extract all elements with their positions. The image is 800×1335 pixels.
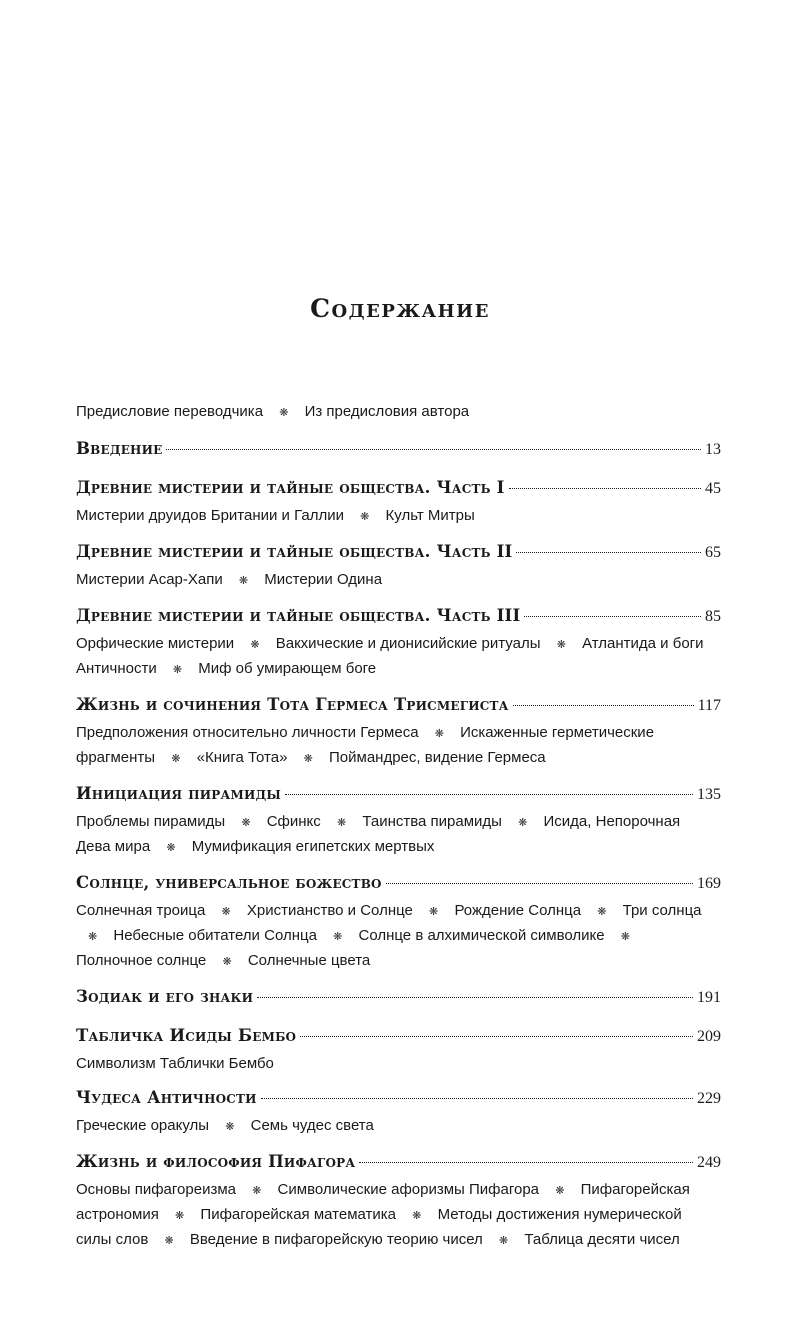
toc-subtopic: Орфические мистерии — [76, 635, 235, 652]
separator-icon: ❋ — [171, 753, 181, 765]
toc-subtopic: Три солнца — [622, 902, 702, 919]
dot-leader — [166, 449, 701, 450]
toc-subtopic: Основы пифагореизма — [76, 1181, 236, 1198]
dot-leader — [509, 488, 701, 489]
separator-icon: ❋ — [88, 931, 98, 943]
toc-subtopic: Атлантида и боги Античности — [76, 635, 704, 677]
toc-entry-heading — [76, 873, 721, 899]
chapter-title: Древние мистерии и тайные общества. Часть III — [76, 606, 521, 625]
toc-subtopic: Семь чудес света — [250, 1117, 374, 1134]
page-number: 229 — [697, 1090, 721, 1107]
toc-subtopics — [76, 568, 721, 593]
chapter-title: Введение — [76, 439, 163, 458]
dot-leader — [359, 1162, 693, 1163]
separator-icon: ❋ — [429, 906, 439, 918]
toc-subtopics — [76, 899, 721, 974]
toc-subtopic: Пифагорейская астрономия — [76, 1181, 690, 1223]
toc-entry-heading — [76, 606, 721, 632]
separator-icon: ❋ — [241, 817, 251, 829]
toc-subtopic: Искаженные герметические фрагменты — [76, 724, 655, 766]
toc-subtopics — [76, 810, 721, 860]
chapter-title: Зодиак и его знаки — [76, 987, 254, 1006]
toc-entry-heading — [76, 1026, 721, 1052]
toc-subtopic: Символические афоризмы Пифагора — [277, 1181, 540, 1198]
toc-entry-heading — [76, 542, 721, 568]
toc-entry — [76, 695, 721, 771]
chapter-title: Древние мистерии и тайные общества. Часть II — [76, 542, 513, 561]
toc-subtopic: Пифагорейская математика — [200, 1206, 396, 1223]
toc-entries — [76, 439, 721, 1253]
toc-entry — [76, 987, 721, 1013]
toc-subtopic: Рождение Солнца — [454, 902, 582, 919]
toc-subtopic: Таинства пирамиды — [362, 813, 502, 830]
toc-subtopic: Таблица десяти чисел — [524, 1231, 680, 1248]
toc-subtopic: Символизм Таблички Бембо — [76, 1055, 274, 1072]
toc-subtopic: Мистерии друидов Британии и Галлии — [76, 507, 344, 524]
toc-subtopic: Методы достижения нумерической силы слов — [76, 1206, 682, 1248]
page-number: 249 — [697, 1154, 721, 1171]
separator-icon: ❋ — [221, 906, 231, 918]
toc-subtopics — [76, 1178, 721, 1253]
separator-icon: ❋ — [279, 407, 289, 419]
toc-entry-heading — [76, 1152, 721, 1178]
toc-subtopics — [76, 632, 721, 682]
toc-entry-heading — [76, 695, 721, 721]
toc-subtopic: «Книга Тота» — [196, 749, 288, 766]
page-number: 135 — [697, 786, 721, 803]
separator-icon: ❋ — [166, 842, 176, 854]
separator-icon: ❋ — [172, 664, 183, 676]
separator-icon: ❋ — [518, 817, 528, 829]
toc-subtopic: Солнечные цвета — [247, 952, 371, 969]
dot-leader — [516, 552, 701, 553]
toc-entry — [76, 873, 721, 974]
toc-subtopic: Мистерии Одина — [264, 571, 383, 588]
page-number: 191 — [697, 989, 721, 1006]
toc-entry — [76, 1152, 721, 1253]
toc-subtopic: Проблемы пирамиды — [76, 813, 226, 830]
toc-subtopic: Христианство и Солнце — [246, 902, 413, 919]
toc-subtopic: Вакхические и дионисийские ритуалы — [275, 635, 541, 652]
separator-icon: ❋ — [175, 1210, 185, 1222]
chapter-title: Древние мистерии и тайные общества. Часть I — [76, 478, 505, 497]
page-number: 45 — [705, 480, 721, 497]
dot-leader — [386, 883, 693, 884]
separator-icon: ❋ — [250, 639, 260, 651]
page-number: 169 — [697, 875, 721, 892]
dot-leader — [285, 794, 693, 795]
chapter-title: Солнце, универсальное божество — [76, 873, 382, 892]
page-title: Содержание — [310, 294, 490, 323]
toc-subtopics — [76, 504, 721, 529]
toc-subtopic: Полночное солнце — [76, 952, 207, 969]
separator-icon: ❋ — [434, 728, 444, 740]
separator-icon: ❋ — [252, 1185, 262, 1197]
chapter-title: Табличка Исиды Бембо — [76, 1026, 297, 1045]
toc-subtopics — [76, 721, 721, 771]
dot-leader — [257, 997, 693, 998]
toc-subtopic: Солнце в алхимической символике — [358, 927, 605, 944]
separator-icon: ❋ — [336, 817, 347, 829]
page-number: 209 — [697, 1028, 721, 1045]
toc-subtopic: Мистерии Асар-Хапи — [76, 571, 223, 588]
toc-subtopic: Миф об умирающем боге — [198, 660, 377, 677]
toc-subtopic: Предположения относительно личности Гермеса — [76, 724, 419, 741]
separator-icon: ❋ — [225, 1121, 235, 1133]
toc-entry — [76, 478, 721, 529]
separator-icon: ❋ — [555, 1185, 565, 1197]
page-number: 13 — [705, 441, 721, 458]
toc-subtopic: Исида, Непорочная Дева мира — [76, 813, 681, 855]
table-of-contents — [76, 400, 721, 1266]
toc-subtopic: Поймандрес, видение Гермеса — [329, 749, 546, 766]
toc-entry — [76, 1088, 721, 1139]
separator-icon: ❋ — [164, 1235, 174, 1247]
toc-entry-heading — [76, 784, 721, 810]
chapter-title: Жизнь и сочинения Тота Гермеса Трисмегиста — [76, 695, 509, 714]
toc-entry-heading — [76, 439, 721, 465]
separator-icon: ❋ — [303, 753, 313, 765]
page-number: 85 — [705, 608, 721, 625]
dot-leader — [261, 1098, 693, 1099]
preface-line — [76, 400, 721, 425]
page-number: 117 — [697, 697, 721, 714]
toc-subtopics — [76, 1052, 721, 1075]
separator-icon: ❋ — [333, 931, 343, 943]
toc-subtopic: Солнечная троица — [76, 902, 206, 919]
toc-entry — [76, 1026, 721, 1075]
dot-leader — [524, 616, 701, 617]
separator-icon: ❋ — [597, 906, 607, 918]
toc-entry — [76, 784, 721, 860]
toc-entry — [76, 542, 721, 593]
toc-subtopic: Предисловие переводчика — [76, 403, 264, 420]
toc-subtopic: Небесные обитатели Солнца — [113, 927, 317, 944]
toc-subtopic: Сфинкс — [266, 813, 321, 830]
toc-subtopic: Греческие оракулы — [76, 1117, 210, 1134]
dot-leader — [513, 705, 694, 706]
separator-icon: ❋ — [556, 639, 566, 651]
toc-entry — [76, 439, 721, 465]
separator-icon: ❋ — [620, 931, 630, 943]
toc-subtopic: Введение в пифагорейскую теорию чисел — [189, 1231, 483, 1248]
separator-icon: ❋ — [412, 1210, 422, 1222]
toc-subtopic: Мумификация египетских мертвых — [191, 838, 435, 855]
toc-entry-heading — [76, 987, 721, 1013]
separator-icon: ❋ — [238, 575, 249, 587]
toc-entry-heading — [76, 478, 721, 504]
dot-leader — [300, 1036, 693, 1037]
separator-icon: ❋ — [498, 1235, 509, 1247]
page-number: 65 — [705, 544, 721, 561]
toc-subtopics — [76, 1114, 721, 1139]
toc-subtopic: Из предисловия автора — [304, 403, 470, 420]
chapter-title: Жизнь и философия Пифагора — [76, 1152, 356, 1171]
chapter-title: Чудеса Античности — [76, 1088, 257, 1107]
toc-entry-heading — [76, 1088, 721, 1114]
toc-entry — [76, 606, 721, 682]
toc-subtopic: Культ Митры — [385, 507, 475, 524]
separator-icon: ❋ — [360, 511, 370, 523]
separator-icon: ❋ — [222, 956, 232, 968]
chapter-title: Инициация пирамиды — [76, 784, 282, 803]
